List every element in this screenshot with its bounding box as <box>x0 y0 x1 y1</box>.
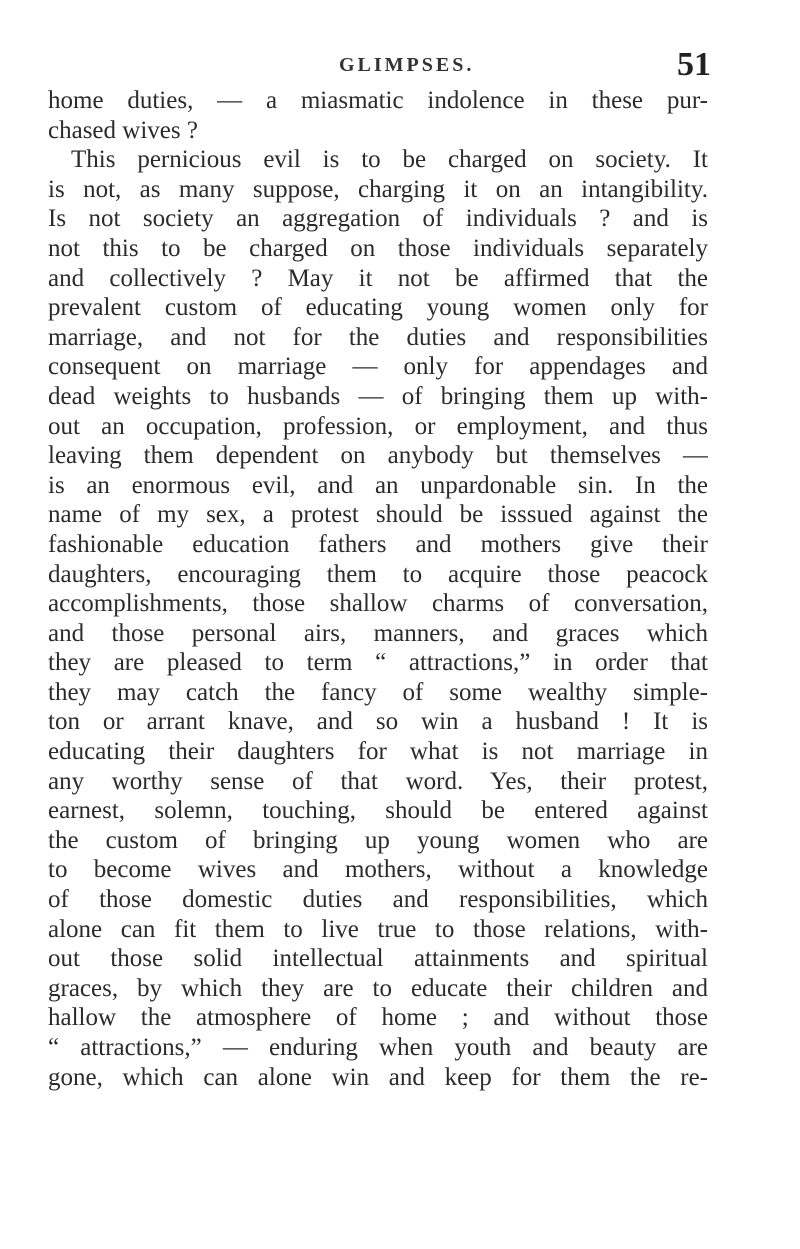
text-line: hallow the atmosphere of home ; and without those <box>48 1004 708 1032</box>
text-line: educating their daughters for what is not marriage in <box>48 738 708 766</box>
text-line: daughters, encouraging them to acquire those peacock <box>48 560 708 588</box>
text-line: name of my sex, a protest should be isssued against the <box>48 501 708 529</box>
text-line: any worthy sense of that word. Yes, their protest, <box>48 767 708 795</box>
page-number: 51 <box>677 46 711 83</box>
text-line: they are pleased to term “ attractions,” in order that <box>48 649 708 677</box>
body-text <box>48 86 708 1092</box>
text-line: home duties, — a miasmatic indolence in these pur- <box>48 87 708 114</box>
text-line: ton or arrant knave, and so win a husband ! It is <box>48 708 708 736</box>
text-line: dead weights to husbands — of bringing them up with- <box>48 382 708 410</box>
text-line: out an occupation, profession, or employment, and thus <box>48 412 708 440</box>
text-line: Is not society an aggregation of individuals ? and is <box>48 205 708 233</box>
text-line: prevalent custom of educating young women only for <box>48 294 708 322</box>
text-line: not this to be charged on those individuals separately <box>48 234 708 262</box>
text-line: to become wives and mothers, without a knowledge <box>48 856 708 884</box>
text-line: accomplishments, those shallow charms of conversation, <box>48 590 708 618</box>
text-line: leaving them dependent on anybody but themselves — <box>48 442 708 470</box>
text-line: is not, as many suppose, charging it on an intangibility. <box>48 175 708 203</box>
running-head: GLIMPSES. <box>339 54 475 76</box>
text-line: of those domestic duties and responsibilities, which <box>48 886 708 914</box>
text-line: they may catch the fancy of some wealthy simple- <box>48 678 708 706</box>
text-line: alone can fit them to live true to those relations, with- <box>48 915 708 943</box>
text-line: and collectively ? May it not be affirmed that the <box>48 264 708 292</box>
text-line: chased wives ? <box>48 116 198 144</box>
text-line: marriage, and not for the duties and responsibilities <box>48 323 708 351</box>
text-line: gone, which can alone win and keep for them the re- <box>48 1063 708 1091</box>
text-line: “ attractions,” — enduring when youth and beauty are <box>48 1034 708 1061</box>
text-line: and those personal airs, manners, and graces which <box>48 619 708 647</box>
text-line: graces, by which they are to educate their children and <box>48 974 708 1002</box>
text-line: earnest, solemn, touching, should be entered against <box>48 797 708 825</box>
text-line: is an enormous evil, and an unpardonable sin. In the <box>48 471 708 499</box>
text-line: the custom of bringing up young women who are <box>48 826 708 854</box>
text-line: consequent on marriage — only for appendages and <box>48 353 708 381</box>
text-line: This pernicious evil is to be charged on society. It <box>71 146 708 174</box>
text-line: fashionable education fathers and mothers give their <box>48 530 708 558</box>
text-line: out those solid intellectual attainments and spiritual <box>48 945 708 973</box>
